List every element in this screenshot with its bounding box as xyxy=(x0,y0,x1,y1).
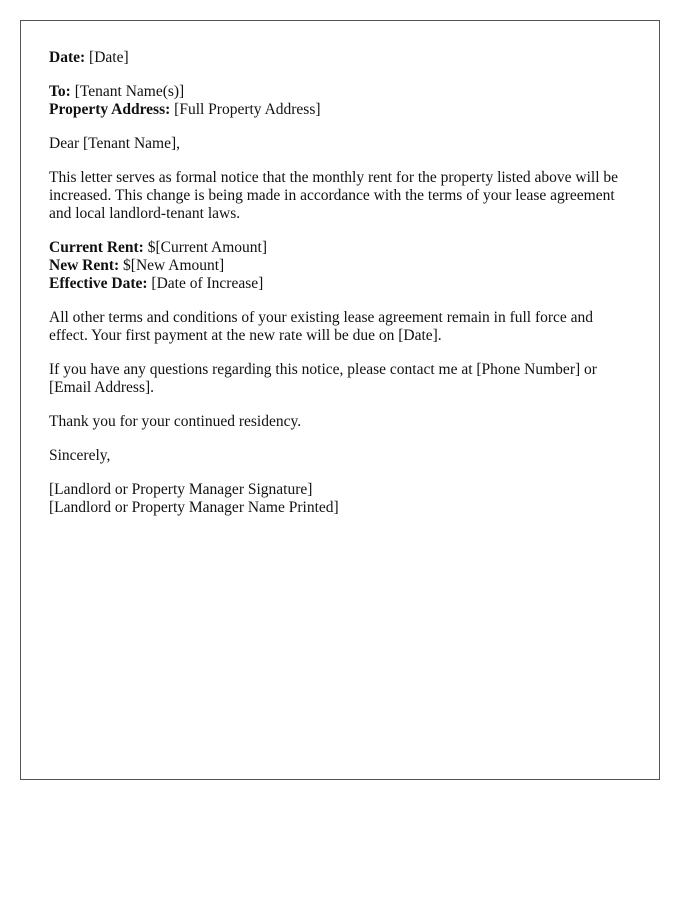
new-rent-label: New Rent: xyxy=(49,257,120,274)
closing: Sincerely, xyxy=(49,447,111,464)
property-address-value: [Full Property Address] xyxy=(174,101,321,118)
signature-line: [Landlord or Property Manager Signature] xyxy=(49,481,313,498)
property-address-label: Property Address: xyxy=(49,101,171,118)
date-label: Date: xyxy=(49,49,86,66)
body-questions-paragraph: If you have any questions regarding this notice, please contact me at [Phone Number] or [Email Address]. xyxy=(49,361,597,396)
to-label: To: xyxy=(49,83,71,100)
signature-block xyxy=(49,481,631,517)
effective-date-label: Effective Date: xyxy=(49,275,148,292)
effective-date-value: [Date of Increase] xyxy=(151,275,264,292)
body-terms-paragraph: All other terms and conditions of your existing lease agreement remain in full force and effect. Your first payment at the new rate will be due on [Date]. xyxy=(49,309,594,344)
recipient-block xyxy=(49,83,631,119)
current-rent-label: Current Rent: xyxy=(49,239,144,256)
printed-name-line: [Landlord or Property Manager Name Printed] xyxy=(49,499,339,516)
new-rent-line xyxy=(49,257,631,275)
body-thanks-paragraph: Thank you for your continued residency. xyxy=(49,413,302,430)
to-value: [Tenant Name(s)] xyxy=(74,83,185,100)
current-rent-line xyxy=(49,239,631,257)
property-address-line xyxy=(49,101,631,119)
date-value: [Date] xyxy=(89,49,129,66)
rent-increase-letter xyxy=(20,20,660,780)
current-rent-value: $[Current Amount] xyxy=(147,239,267,256)
to-line xyxy=(49,83,631,101)
salutation: Dear [Tenant Name], xyxy=(49,135,181,152)
effective-date-line xyxy=(49,275,631,293)
date-line xyxy=(49,49,631,67)
body-intro-paragraph: This letter serves as formal notice that the monthly rent for the property listed above will be increased. This change is being made in accordance with the terms of your lease agreement and local landlord-tenant laws. xyxy=(49,169,619,222)
rent-details-block xyxy=(49,239,631,293)
new-rent-value: $[New Amount] xyxy=(123,257,225,274)
